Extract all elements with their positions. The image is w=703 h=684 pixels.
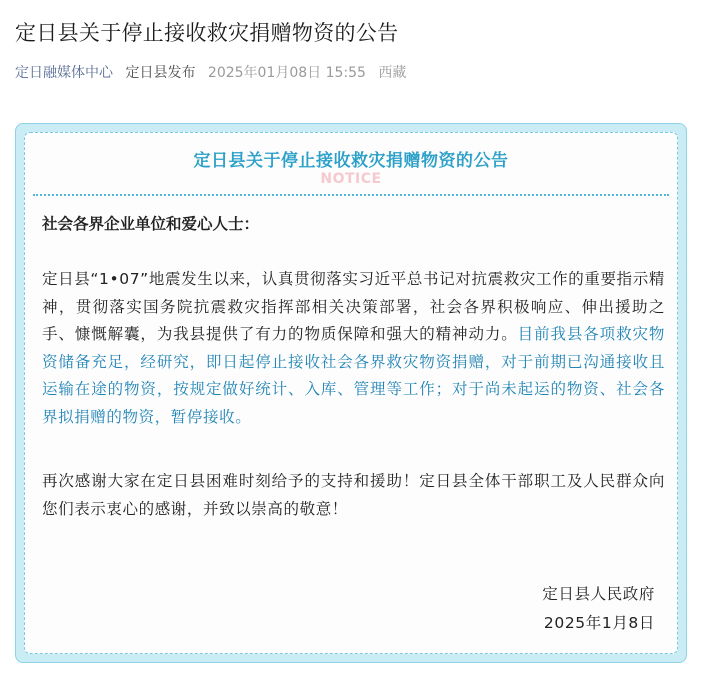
article-meta [15, 62, 414, 84]
publisher-name[interactable]: 定日县发布 [125, 65, 196, 81]
publish-datetime: 2025年01月08日 15:55 [207, 65, 366, 81]
paragraph-2: 再次感谢大家在定日县困难时刻给予的支持和援助！定日县全体干部职工及人民群众向您们表示衷心的感谢，并致以崇高的敬意！ [42, 472, 665, 518]
paragraph-1-text: 定日县“1•07”地震发生以来，认真贯彻落实习近平总书记对抗震救灾工作的重要指示精神，贯彻落实国务院抗震救灾指挥部相关决策部署，社会各界积极响应、伸出援助之手、慷慨解囊，为我县提供了有力的物质保障和强大的精神动力。 [42, 270, 665, 343]
signature-org: 定日县人民政府 [542, 585, 655, 603]
notice-frame [15, 123, 687, 663]
author-link[interactable]: 定日融媒体中心 [15, 65, 113, 81]
paragraph-1 [42, 266, 665, 431]
notice-watermark: NOTICE [320, 171, 382, 187]
article-title: 定日县关于停止接收救灾捐赠物资的公告 [15, 21, 399, 45]
salutation: 社会各界企业单位和爱心人士： [42, 215, 260, 233]
paragraph-1-highlight: 目前我县各项救灾物资储备充足，经研究，即日起停止接收社会各界救灾物资捐赠，对于前期已沟通接收且运输在途的物资，按规定做好统计、入库、管理等工作；对于尚未起运的物资、社会各界拟捐赠的物资，暂停接收。 [42, 325, 665, 426]
notice-body [24, 132, 678, 654]
notice-divider [33, 194, 669, 196]
signature-date: 2025年1月8日 [543, 614, 655, 632]
publish-location: 西藏 [378, 65, 407, 81]
notice-heading: 定日县关于停止接收救灾捐赠物资的公告 [193, 151, 509, 171]
